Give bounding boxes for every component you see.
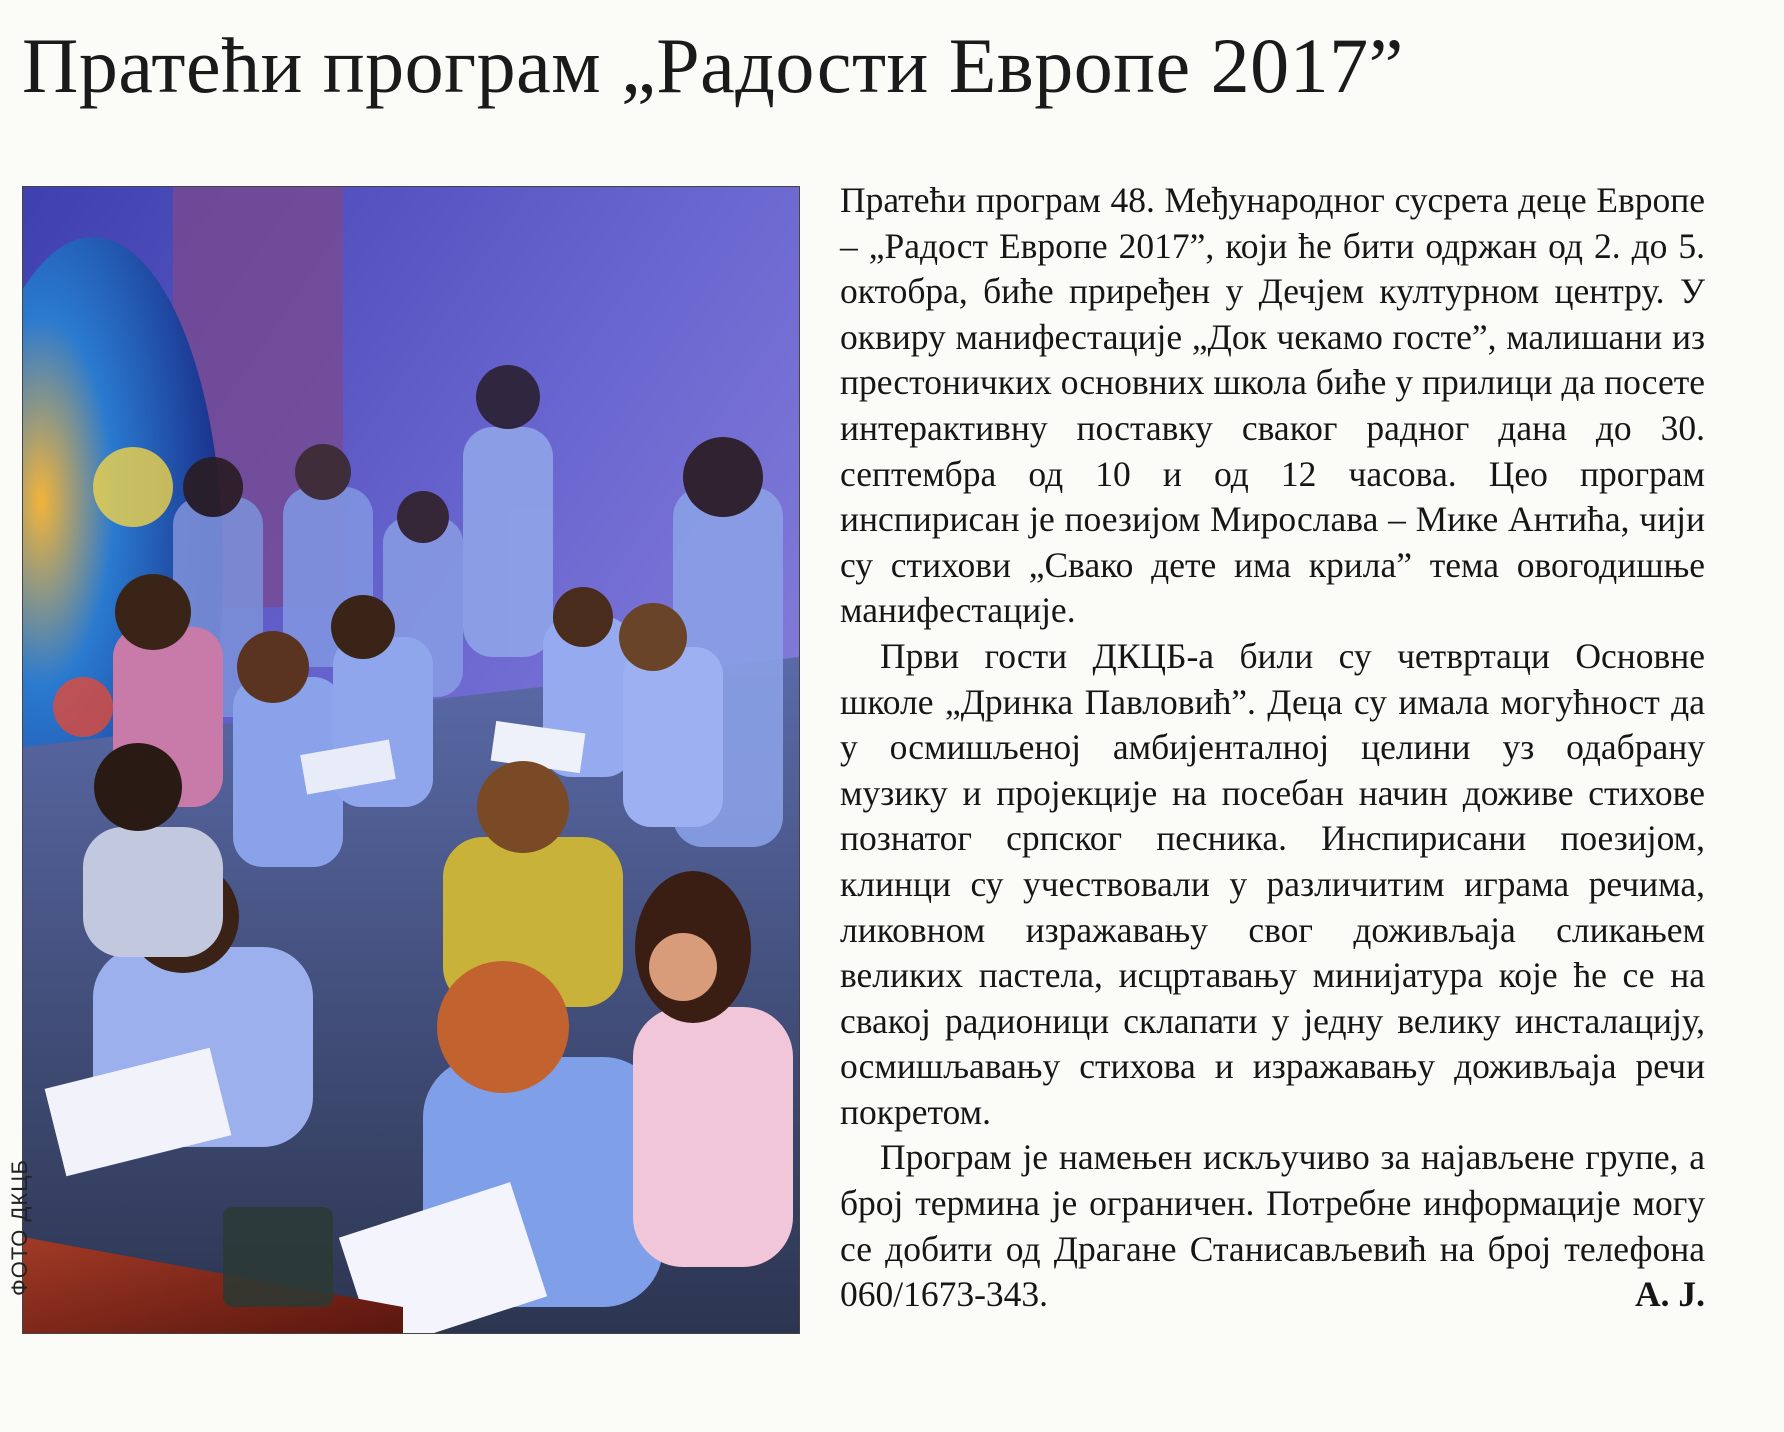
article-body bbox=[840, 178, 1705, 1318]
article-paragraph-3: Програм је намењен искључиво за најављене групе, а број термина је ограничен. Потребне информације могу се добити од Драгане Станисављевић на број телефона 060/1673-343. bbox=[840, 1137, 1705, 1315]
article-paragraph-1: Пратећи програм 48. Међународног сусрета деце Европе – „Радост Европе 2017”, који ће бити одржан од 2. до 5. октобра, биће приређен у Дечјем културном центру. У оквиру манифестације „Док чекамо госте”, малишани из престоничких основних школа биће у прилици да посете интерактивну поставку сваког радног дана до 30. септембра од 10 и од 12 часова. Цео програм инспирисан је поезијом Мирослава – Мике Антића, чији су стихови „Свако дете има крила” тема овогодишње манифестације. bbox=[840, 180, 1705, 631]
photo-credit: ФОТО ДКЦБ bbox=[7, 1159, 32, 1296]
article-paragraph-3-wrapper bbox=[840, 1135, 1705, 1317]
article-paragraph-2: Први гости ДКЦБ-а били су четвртаци Основне школе „Дринка Павловић”. Деца су имала могућност да у осмишљеној амбијенталној целини уз одабрану музику и пројекције на посебан начин доживе стихове познатог српског песника. Инспирисани поезијом, клинци су учествовали у различитим играма речима, ликовном изражавању свог доживљаја сликањем великих пастела, исцртавању минијатура које ће се на свакој радионици склапати у једну велику инсталацију, осмишљавању стихова и изражавању доживљаја речи покретом. bbox=[840, 635, 1705, 1132]
article-photo bbox=[22, 186, 800, 1334]
article-signature: А. Ј. bbox=[1634, 1274, 1705, 1315]
article-headline: Пратећи програм „Радости Европе 2017” bbox=[22, 22, 1404, 109]
children-workshop-photo-icon bbox=[23, 187, 799, 1333]
